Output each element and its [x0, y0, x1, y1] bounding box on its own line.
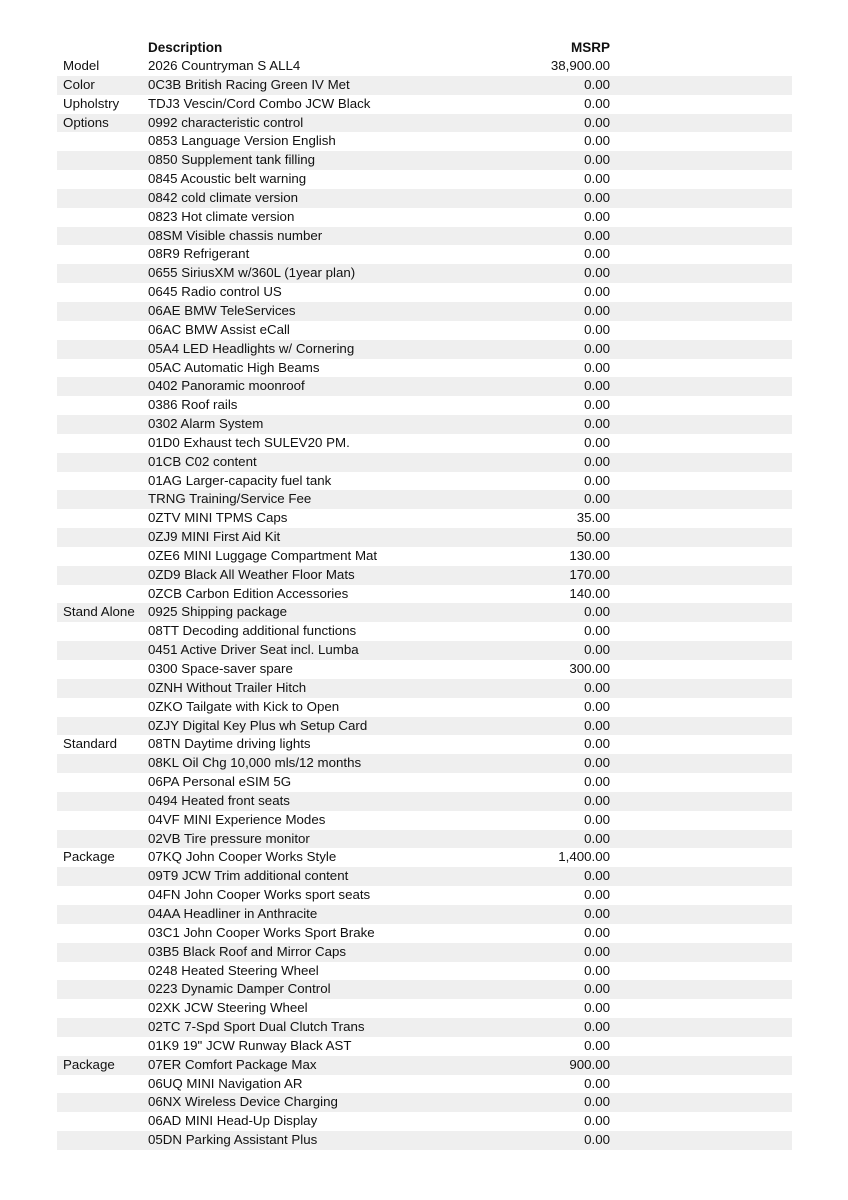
row-msrp: 0.00: [584, 1113, 610, 1129]
row-description: TDJ3 Vescin/Cord Combo JCW Black: [148, 95, 371, 111]
row-description: 01D0 Exhaust tech SULEV20 PM.: [148, 434, 350, 450]
row-msrp: 0.00: [584, 76, 610, 92]
table-row: [0, 340, 848, 359]
row-description: TRNG Training/Service Fee: [148, 491, 312, 507]
row-msrp: 0.00: [584, 642, 610, 658]
row-msrp: 0.00: [584, 830, 610, 846]
row-description: 06PA Personal eSIM 5G: [148, 774, 292, 790]
row-category: Stand Alone: [63, 604, 135, 620]
row-msrp: 0.00: [584, 265, 610, 281]
table-row: [0, 114, 848, 133]
table-row: [0, 717, 848, 736]
row-msrp: 0.00: [584, 1000, 610, 1016]
row-description: 0C3B British Racing Green IV Met: [148, 76, 350, 92]
row-msrp: 0.00: [584, 434, 610, 450]
row-description: 04VF MINI Experience Modes: [148, 811, 326, 827]
table-row: [0, 924, 848, 943]
table-row: [0, 76, 848, 95]
table-row: [0, 170, 848, 189]
row-msrp: 0.00: [584, 189, 610, 205]
row-msrp: 0.00: [584, 284, 610, 300]
row-description: 01CB C02 content: [148, 453, 257, 469]
row-description: 04FN John Cooper Works sport seats: [148, 887, 371, 903]
row-description: 07KQ John Cooper Works Style: [148, 849, 337, 865]
row-msrp: 0.00: [584, 868, 610, 884]
table-row: [0, 962, 848, 981]
row-description: 05DN Parking Assistant Plus: [148, 1132, 318, 1148]
row-description: 08SM Visible chassis number: [148, 227, 323, 243]
row-description: 0655 SiriusXM w/360L (1year plan): [148, 265, 356, 281]
row-description: 0ZKO Tailgate with Kick to Open: [148, 698, 340, 714]
row-msrp: 0.00: [584, 453, 610, 469]
row-description: 0402 Panoramic moonroof: [148, 378, 305, 394]
row-msrp: 0.00: [584, 755, 610, 771]
table-row: [0, 1093, 848, 1112]
table-row: [0, 245, 848, 264]
table-row: [0, 377, 848, 396]
row-description: 2026 Countryman S ALL4: [148, 58, 301, 73]
table-row: [0, 57, 848, 76]
row-msrp: 0.00: [584, 717, 610, 733]
row-description: 0842 cold climate version: [148, 189, 299, 205]
table-row: [0, 622, 848, 641]
row-description: 08KL Oil Chg 10,000 mls/12 months: [148, 755, 362, 771]
table-row: [0, 735, 848, 754]
row-description: 0ZD9 Black All Weather Floor Mats: [148, 566, 355, 582]
table-row: [0, 472, 848, 491]
row-description: 0ZJY Digital Key Plus wh Setup Card: [148, 717, 368, 733]
row-msrp: 0.00: [584, 227, 610, 243]
row-description: 0850 Supplement tank filling: [148, 152, 316, 168]
row-msrp: 0.00: [584, 397, 610, 413]
row-msrp: 0.00: [584, 416, 610, 432]
row-description: 0ZNH Without Trailer Hitch: [148, 679, 307, 695]
row-description: 0ZTV MINI TPMS Caps: [148, 510, 288, 526]
row-category: Options: [63, 114, 109, 130]
table-row: [0, 698, 848, 717]
table-row: [0, 95, 848, 114]
row-description: 03C1 John Cooper Works Sport Brake: [148, 924, 375, 940]
table-row: [0, 679, 848, 698]
table-row: [0, 811, 848, 830]
row-msrp: 0.00: [584, 981, 610, 997]
row-description: 05AC Automatic High Beams: [148, 359, 320, 375]
row-msrp: 0.00: [584, 1094, 610, 1110]
table-row: [0, 208, 848, 227]
table-row: [0, 1018, 848, 1037]
row-msrp: 0.00: [584, 340, 610, 356]
row-description: 07ER Comfort Package Max: [148, 1056, 317, 1072]
row-msrp: 0.00: [584, 152, 610, 168]
row-description: 03B5 Black Roof and Mirror Caps: [148, 943, 347, 959]
row-msrp: 0.00: [584, 1075, 610, 1091]
table-row: [0, 283, 848, 302]
table-row: [0, 603, 848, 622]
table-row: [0, 1075, 848, 1094]
row-description: 06AD MINI Head-Up Display: [148, 1113, 318, 1129]
row-msrp: 1,400.00: [558, 849, 610, 865]
row-msrp: 0.00: [584, 698, 610, 714]
table-row: [0, 1131, 848, 1150]
row-msrp: 0.00: [584, 1037, 610, 1053]
row-description: 06AE BMW TeleServices: [148, 302, 296, 318]
row-msrp: 300.00: [569, 661, 610, 676]
table-row: [0, 754, 848, 773]
row-category: Package: [63, 1056, 115, 1072]
row-msrp: 0.00: [584, 811, 610, 827]
row-msrp: 0.00: [584, 114, 610, 130]
table-row: [0, 980, 848, 999]
table-row: [0, 1037, 848, 1056]
description-column-header: Description: [148, 40, 223, 55]
table-row: [0, 585, 848, 604]
option-table: [0, 57, 848, 1150]
row-description: 0223 Dynamic Damper Control: [148, 981, 331, 997]
table-row: [0, 830, 848, 849]
table-row: [0, 132, 848, 151]
row-msrp: 0.00: [584, 246, 610, 262]
row-msrp: 0.00: [584, 792, 610, 808]
row-description: 01AG Larger-capacity fuel tank: [148, 472, 332, 488]
row-description: 02TC 7-Spd Sport Dual Clutch Trans: [148, 1019, 365, 1035]
row-description: 01K9 19" JCW Runway Black AST: [148, 1037, 352, 1053]
row-description: 08R9 Refrigerant: [148, 246, 250, 262]
row-msrp: 0.00: [584, 1019, 610, 1035]
row-msrp: 0.00: [584, 962, 610, 978]
row-msrp: 0.00: [584, 887, 610, 903]
table-row: [0, 641, 848, 660]
table-row: [0, 660, 848, 679]
row-msrp: 0.00: [584, 133, 610, 149]
table-row: [0, 264, 848, 283]
table-row: [0, 867, 848, 886]
table-row: [0, 453, 848, 472]
row-description: 0451 Active Driver Seat incl. Lumba: [148, 642, 359, 658]
table-row: [0, 302, 848, 321]
row-description: 02XK JCW Steering Wheel: [148, 1000, 308, 1016]
table-row: [0, 396, 848, 415]
row-msrp: 0.00: [584, 774, 610, 790]
row-description: 0ZCB Carbon Edition Accessories: [148, 585, 349, 601]
row-msrp: 170.00: [569, 566, 610, 582]
row-description: 0853 Language Version English: [148, 133, 336, 149]
table-row: [0, 1056, 848, 1075]
table-row: [0, 151, 848, 170]
table-row: [0, 415, 848, 434]
row-msrp: 0.00: [584, 378, 610, 394]
row-msrp: 0.00: [584, 905, 610, 921]
row-msrp: 0.00: [584, 679, 610, 695]
table-row: [0, 189, 848, 208]
table-header: [0, 39, 848, 57]
row-category: Color: [63, 76, 95, 92]
table-row: [0, 1112, 848, 1131]
row-description: 0248 Heated Steering Wheel: [148, 962, 319, 978]
row-description: 0645 Radio control US: [148, 284, 282, 300]
table-row: [0, 528, 848, 547]
row-msrp: 0.00: [584, 1132, 610, 1148]
row-description: 08TN Daytime driving lights: [148, 736, 311, 752]
row-msrp: 0.00: [584, 604, 610, 620]
row-msrp: 0.00: [584, 171, 610, 187]
row-msrp: 0.00: [584, 943, 610, 959]
table-row: [0, 848, 848, 867]
table-row: [0, 321, 848, 340]
table-row: [0, 792, 848, 811]
row-msrp: 0.00: [584, 321, 610, 337]
row-description: 06NX Wireless Device Charging: [148, 1094, 338, 1110]
row-msrp: 140.00: [569, 585, 610, 601]
row-msrp: 900.00: [569, 1056, 610, 1072]
table-row: [0, 359, 848, 378]
table-row: [0, 490, 848, 509]
row-msrp: 0.00: [584, 491, 610, 507]
row-description: 06UQ MINI Navigation AR: [148, 1075, 303, 1091]
row-description: 09T9 JCW Trim additional content: [148, 868, 349, 884]
row-description: 0302 Alarm System: [148, 416, 264, 432]
table-row: [0, 509, 848, 528]
table-row: [0, 434, 848, 453]
row-category: Standard: [63, 736, 117, 752]
row-description: 0845 Acoustic belt warning: [148, 171, 307, 187]
table-row: [0, 773, 848, 792]
msrp-column-header: MSRP: [570, 40, 610, 55]
table-row: [0, 547, 848, 566]
table-row: [0, 999, 848, 1018]
row-msrp: 38,900.00: [550, 58, 610, 73]
row-description: 0494 Heated front seats: [148, 792, 290, 808]
row-description: 05A4 LED Headlights w/ Cornering: [148, 340, 355, 356]
table-row: [0, 227, 848, 246]
row-description: 0ZJ9 MINI First Aid Kit: [148, 529, 281, 545]
row-msrp: 0.00: [584, 302, 610, 318]
row-msrp: 0.00: [584, 95, 610, 111]
table-row: [0, 566, 848, 585]
row-description: 0992 characteristic control: [148, 114, 304, 130]
row-msrp: 0.00: [584, 208, 610, 224]
row-msrp: 0.00: [584, 924, 610, 940]
table-row: [0, 905, 848, 924]
row-msrp: 0.00: [584, 472, 610, 488]
row-description: 04AA Headliner in Anthracite: [148, 905, 318, 921]
row-category: Model: [63, 58, 100, 73]
table-row: [0, 886, 848, 905]
row-msrp: 0.00: [584, 623, 610, 639]
row-msrp: 35.00: [576, 510, 610, 526]
row-msrp: 50.00: [576, 529, 610, 545]
row-category: Package: [63, 849, 115, 865]
row-description: 0386 Roof rails: [148, 397, 238, 413]
row-description: 08TT Decoding additional functions: [148, 623, 357, 639]
row-description: 0823 Hot climate version: [148, 208, 295, 224]
row-msrp: 130.00: [569, 547, 610, 563]
row-category: Upholstry: [63, 95, 120, 111]
row-msrp: 0.00: [584, 736, 610, 752]
row-description: 02VB Tire pressure monitor: [148, 830, 310, 846]
row-description: 06AC BMW Assist eCall: [148, 321, 290, 337]
row-msrp: 0.00: [584, 359, 610, 375]
row-description: 0ZE6 MINI Luggage Compartment Mat: [148, 547, 378, 563]
row-description: 0300 Space-saver spare: [148, 661, 293, 676]
table-row: [0, 943, 848, 962]
row-description: 0925 Shipping package: [148, 604, 287, 620]
